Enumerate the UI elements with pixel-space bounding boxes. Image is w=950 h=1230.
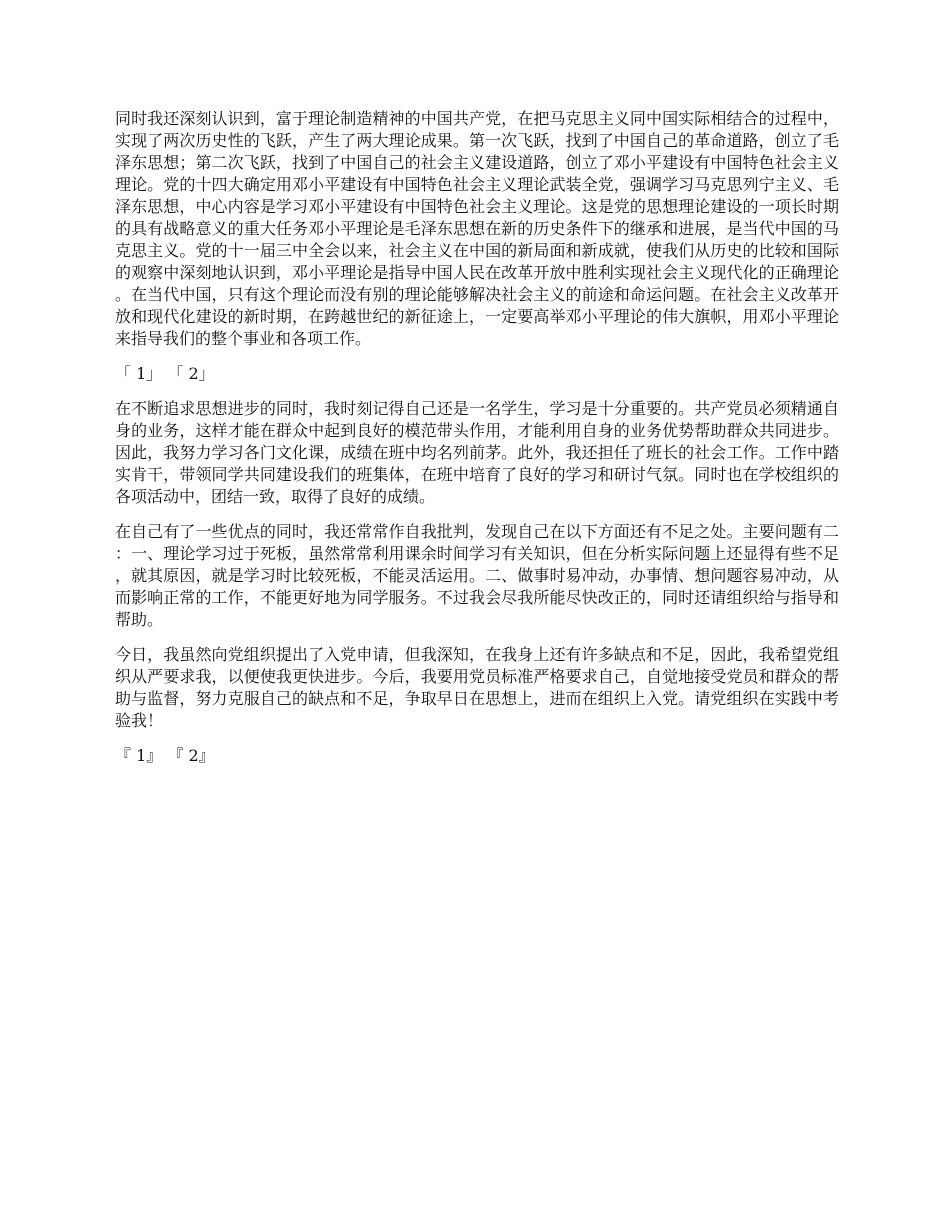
page-link-1[interactable]: 『 1』 xyxy=(115,746,163,765)
page-link-2[interactable]: 「 2」 xyxy=(167,364,215,383)
document-body xyxy=(115,108,839,780)
paragraph-study: 在不断追求思想进步的同时，我时刻记得自己还是一名学生，学习是十分重要的。共产党员必须精通自身的业务，这样才能在群众中起到良好的模范带头作用，才能利用自身的业务优势帮助群众共同进步。因此，我努力学习各门文化课，成绩在班中均名列前茅。此外，我还担任了班长的社会工作。工作中踏实肯干，带领同学共同建设我们的班集体，在班中培育了良好的学习和研讨气氛。同时也在学校组织的各项活动中，团结一致，取得了良好的成绩。 xyxy=(115,399,839,506)
page-link-2[interactable]: 『 2』 xyxy=(167,746,215,765)
paragraph-conclusion: 今日，我虽然向党组织提出了入党申请，但我深知，在我身上还有许多缺点和不足，因此，我希望党组织从严要求我，以便使我更快进步。今后，我要用党员标准严格要求自己，自觉地接受党员和群众的帮助与监督，努力克服自己的缺点和不足，争取早日在思想上，进而在组织上入党。请党组织在实践中考验我！ xyxy=(115,645,839,730)
paragraph-self-criticism: 在自己有了一些优点的同时，我还常常作自我批判，发现自己在以下方面还有不足之处。主要问题有二：一、理论学习过于死板，虽然常常利用课余时间学习有关知识，但在分析实际问题上还显得有些不足，就其原因，就是学习时比较死板，不能灵活运用。二、做事时易冲动，办事情、想问题容易冲动，从而影响正常的工作，不能更好地为同学服务。不过我会尽我所能尽快改正的，同时还请组织给与指导和帮助。 xyxy=(115,522,839,629)
page-link-1[interactable]: 「 1」 xyxy=(115,364,163,383)
pagination-top xyxy=(115,363,839,385)
pagination-bottom xyxy=(115,745,839,767)
paragraph-theory: 同时我还深刻认识到，富于理论制造精神的中国共产党，在把马克思主义同中国实际相结合的过程中，实现了两次历史性的飞跃，产生了两大理论成果。第一次飞跃，找到了中国自己的革命道路，创立了毛泽东思想；第二次飞跃，找到了中国自己的社会主义建设道路，创立了邓小平建设有中国特色社会主义理论。党的十四大确定用邓小平建设有中国特色社会主义理论武装全党，强调学习马克思列宁主义、毛泽东思想，中心内容是学习邓小平建设有中国特色社会主义理论。这是党的思想理论建设的一项长时期的具有战略意义的重大任务邓小平理论是毛泽东思想在新的历史条件下的继承和进展，是当代中国的马克思主义。党的十一届三中全会以来，社会主义在中国的新局面和新成就，使我们从历史的比较和国际的观察中深刻地认识到，邓小平理论是指导中国人民在改革开放中胜利实现社会主义现代化的正确理论。在当代中国，只有这个理论而没有别的理论能够解决社会主义的前途和命运问题。在社会主义改革开放和现代化建设的新时期，在跨越世纪的新征途上，一定要高举邓小平理论的伟大旗帜，用邓小平理论来指导我们的整个事业和各项工作。 xyxy=(115,109,839,348)
